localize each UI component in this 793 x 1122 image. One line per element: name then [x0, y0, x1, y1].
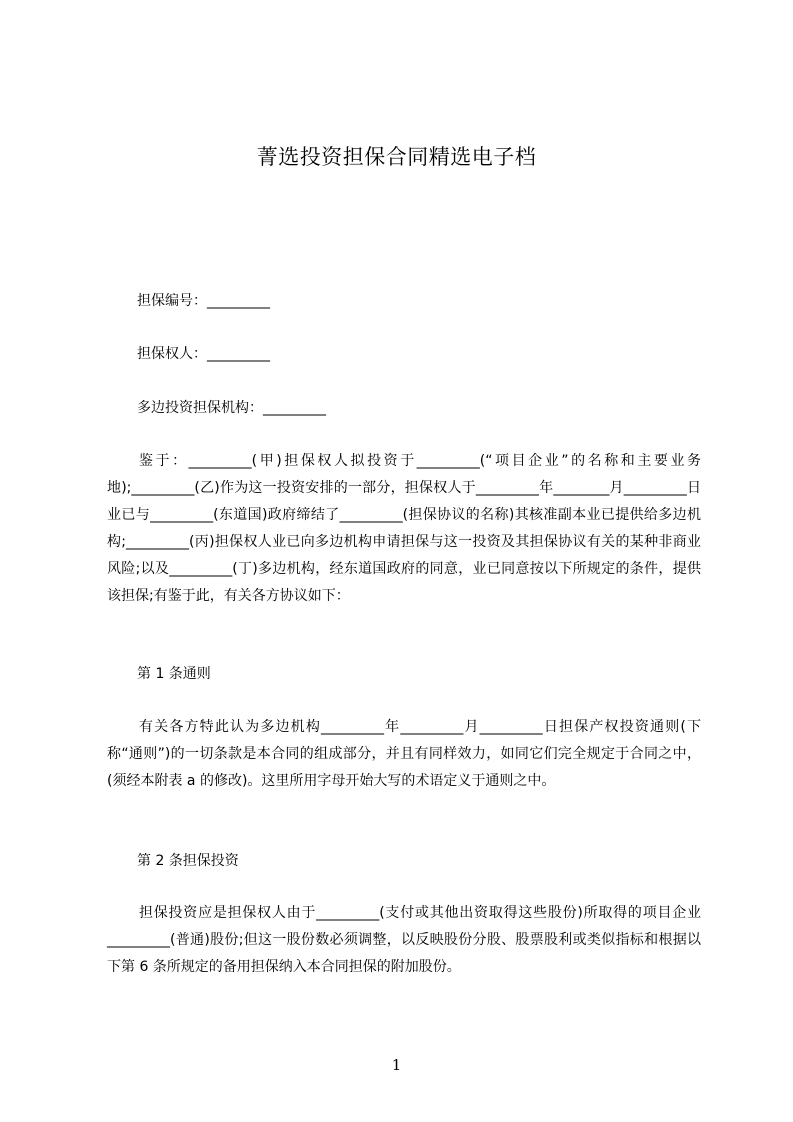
article-2-body: 担保投资应是担保权人由于_________(支付或其他出资取得这些股份)所取得的项目企业_________(普通)股份;但这一股份数必须调整，以反映股份分股、股票股利或类似指标和根据以下第 6 条所规定的备用担保纳入本合同担保的附加股份。: [107, 905, 701, 975]
page-number: 1: [391, 1056, 402, 1074]
guarantee-number-field: 担保编号：_________: [137, 293, 270, 309]
document-title: 菁选投资担保合同精选电子档: [256, 145, 537, 169]
multilateral-agency-field: 多边投资担保机构：_________: [137, 400, 326, 416]
recitals-paragraph: 鉴于：_________(甲)担保权人拟投资于_________(“项目企业”的名称和主要业务地);_________(乙)作为这一投资安排的一部分，担保权人于_________年________月_________日业已与_________(东道国)政府缔结了_________(担保协议的名称)其核准副本业已提供给多边机构;_________(丙)担保权人业已向多边机构申请担保与这一投资及其担保协议有关的某种非商业风险;以及_________(丁)多边机构，经东道国政府的同意，业已同意按以下所规定的条件，提供该担保;有鉴于此，有关各方协议如下：: [107, 453, 701, 604]
guarantee-holder-field: 担保权人：_________: [137, 346, 270, 362]
article-2-heading: 第 2 条担保投资: [137, 853, 239, 869]
article-1-heading: 第 1 条通则: [137, 666, 211, 682]
article-1-body: 有关各方特此认为多边机构_________年_________月_________日担保产权投资通则(下称“通则”)的一切条款是本合同的组成部分，并且有同样效力，如同它们完全规定于合同之中，(须经本附表 a 的修改)。这里所用字母开始大写的术语定义于通则之中。: [107, 719, 701, 789]
